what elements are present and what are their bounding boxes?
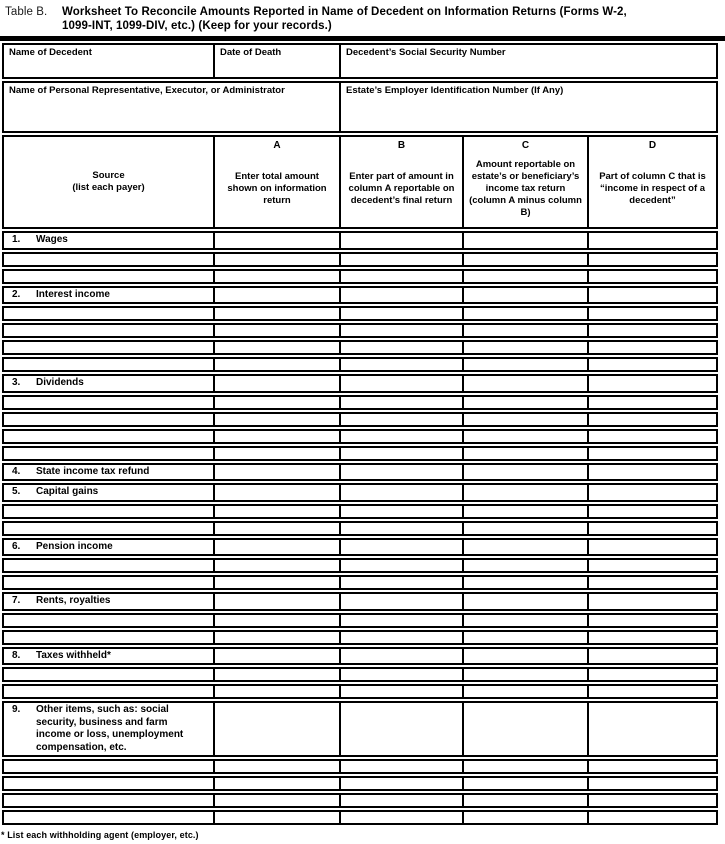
payer-entry-cell — [2, 810, 213, 825]
source-header-line1: Source — [92, 170, 125, 181]
table-row — [2, 286, 718, 305]
column-desc-c: Amount reportable on estate’s or beneficiary’s income tax return (column A minus column B) — [469, 158, 582, 218]
column-desc-a: Enter total amount shown on information return — [227, 170, 327, 206]
field-label: Decedent’s Social Security Number — [346, 47, 506, 58]
amount-cell — [213, 446, 339, 461]
field-date-of-death — [213, 43, 339, 79]
row-label: Wages — [36, 234, 68, 245]
payer-entry-cell — [2, 323, 213, 338]
amount-cell — [339, 429, 462, 444]
blank-row — [2, 306, 718, 321]
amount-cell — [587, 647, 718, 666]
amount-cell — [587, 357, 718, 372]
blank-row — [2, 667, 718, 682]
row-label-cell — [2, 647, 213, 666]
amount-cell — [213, 647, 339, 666]
amount-cell — [587, 483, 718, 502]
blank-row — [2, 613, 718, 628]
amount-cell — [213, 521, 339, 536]
amount-cell — [462, 412, 587, 427]
amount-cell — [339, 252, 462, 267]
blank-row — [2, 395, 718, 410]
payer-entry-cell — [2, 630, 213, 645]
amount-cell — [462, 395, 587, 410]
amount-cell — [339, 306, 462, 321]
amount-cell — [462, 306, 587, 321]
title-text: Worksheet To Reconcile Amounts Reported in Name of Decedent on Information Returns (Forms W-2, 1099-INT, 1099-DIV, etc.) (Keep for your records.) — [62, 6, 627, 32]
amount-cell — [213, 558, 339, 573]
amount-cell — [587, 306, 718, 321]
amount-cell — [213, 231, 339, 250]
row-number: 2. — [12, 288, 21, 300]
column-header-b — [339, 135, 462, 229]
column-letter-d: D — [648, 140, 657, 151]
amount-cell — [587, 504, 718, 519]
amount-cell — [587, 446, 718, 461]
amount-cell — [462, 504, 587, 519]
row-number: 4. — [12, 465, 21, 477]
row-number: 8. — [12, 649, 21, 661]
amount-cell — [339, 357, 462, 372]
blank-row — [2, 340, 718, 355]
amount-cell — [339, 269, 462, 284]
amount-cell — [587, 776, 718, 791]
amount-cell — [587, 592, 718, 611]
payer-entry-cell — [2, 521, 213, 536]
amount-cell — [213, 810, 339, 825]
payer-entry-cell — [2, 429, 213, 444]
amount-cell — [339, 667, 462, 682]
amount-cell — [587, 231, 718, 250]
blank-row — [2, 446, 718, 461]
amount-cell — [462, 701, 587, 757]
amount-cell — [462, 269, 587, 284]
amount-cell — [213, 776, 339, 791]
amount-cell — [462, 521, 587, 536]
amount-cell — [213, 630, 339, 645]
table-row — [2, 538, 718, 557]
table-row — [2, 483, 718, 502]
amount-cell — [462, 776, 587, 791]
blank-row — [2, 412, 718, 427]
amount-cell — [587, 521, 718, 536]
row-number: 9. — [12, 704, 21, 715]
amount-cell — [587, 810, 718, 825]
payer-entry-cell — [2, 269, 213, 284]
payer-entry-cell — [2, 684, 213, 699]
table-label: Table B. — [5, 6, 48, 18]
row-number: 6. — [12, 540, 21, 552]
amount-cell — [587, 412, 718, 427]
payer-entry-cell — [2, 793, 213, 808]
payer-entry-cell — [2, 667, 213, 682]
payer-entry-cell — [2, 504, 213, 519]
amount-cell — [462, 647, 587, 666]
row-label-cell — [2, 374, 213, 393]
amount-cell — [339, 504, 462, 519]
amount-cell — [587, 558, 718, 573]
amount-cell — [339, 446, 462, 461]
amount-cell — [339, 647, 462, 666]
amount-cell — [587, 252, 718, 267]
amount-cell — [462, 231, 587, 250]
row-number: 7. — [12, 595, 21, 606]
payer-entry-cell — [2, 776, 213, 791]
amount-cell — [339, 630, 462, 645]
worksheet-table — [2, 41, 718, 827]
column-letter-c: C — [521, 140, 530, 151]
row-number: 1. — [12, 234, 21, 245]
amount-cell — [213, 483, 339, 502]
row-label-cell — [2, 231, 213, 250]
blank-row — [2, 521, 718, 536]
amount-cell — [462, 684, 587, 699]
amount-cell — [587, 630, 718, 645]
field-label: Name of Personal Representative, Executor, or Administrator — [9, 85, 285, 96]
amount-cell — [213, 667, 339, 682]
amount-cell — [213, 463, 339, 482]
column-header-source — [2, 135, 213, 229]
amount-cell — [213, 286, 339, 305]
amount-cell — [587, 323, 718, 338]
amount-cell — [462, 463, 587, 482]
row-label: Pension income — [36, 540, 113, 552]
blank-row — [2, 269, 718, 284]
amount-cell — [339, 374, 462, 393]
amount-cell — [462, 810, 587, 825]
row-number: 5. — [12, 486, 21, 497]
field-estate-ein — [339, 81, 718, 133]
row-label-cell — [2, 538, 213, 557]
row-label: Capital gains — [36, 486, 99, 497]
amount-cell — [339, 412, 462, 427]
amount-cell — [339, 463, 462, 482]
amount-cell — [587, 701, 718, 757]
amount-cell — [339, 286, 462, 305]
amount-cell — [462, 793, 587, 808]
amount-cell — [462, 667, 587, 682]
amount-cell — [339, 575, 462, 590]
amount-cell — [213, 684, 339, 699]
field-decedent-ssn — [339, 43, 718, 79]
row-label-cell — [2, 286, 213, 305]
amount-cell — [339, 558, 462, 573]
amount-cell — [462, 374, 587, 393]
amount-cell — [462, 286, 587, 305]
column-header-c — [462, 135, 587, 229]
amount-cell — [213, 538, 339, 557]
amount-cell — [339, 538, 462, 557]
amount-cell — [213, 306, 339, 321]
field-label: Name of Decedent — [9, 47, 92, 58]
amount-cell — [462, 759, 587, 774]
amount-cell — [339, 521, 462, 536]
amount-cell — [339, 759, 462, 774]
amount-cell — [462, 446, 587, 461]
blank-row — [2, 575, 718, 590]
amount-cell — [213, 793, 339, 808]
column-desc-d: Part of column C that is “income in respect of a decedent” — [599, 170, 706, 206]
row-label: State income tax refund — [36, 465, 150, 477]
field-label: Date of Death — [220, 47, 282, 58]
payer-entry-cell — [2, 340, 213, 355]
amount-cell — [462, 357, 587, 372]
amount-cell — [213, 269, 339, 284]
column-header-a — [213, 135, 339, 229]
amount-cell — [213, 412, 339, 427]
amount-cell — [587, 374, 718, 393]
amount-cell — [587, 667, 718, 682]
row-label: Interest income — [36, 288, 110, 300]
blank-row — [2, 558, 718, 573]
blank-row — [2, 684, 718, 699]
amount-cell — [339, 684, 462, 699]
table-row — [2, 231, 718, 250]
amount-cell — [587, 613, 718, 628]
row-label-cell — [2, 701, 213, 757]
payer-entry-cell — [2, 575, 213, 590]
amount-cell — [213, 592, 339, 611]
blank-row — [2, 759, 718, 774]
row-number: 3. — [12, 377, 21, 388]
amount-cell — [462, 429, 587, 444]
blank-row — [2, 357, 718, 372]
column-header-row — [2, 135, 718, 229]
field-name-of-decedent — [2, 43, 213, 79]
amount-cell — [587, 286, 718, 305]
amount-cell — [339, 592, 462, 611]
amount-cell — [213, 575, 339, 590]
blank-row — [2, 504, 718, 519]
amount-cell — [339, 231, 462, 250]
amount-cell — [587, 463, 718, 482]
footnote: * List each withholding agent (employer, etc.) — [1, 830, 199, 840]
amount-cell — [462, 613, 587, 628]
payer-entry-cell — [2, 613, 213, 628]
column-header-d — [587, 135, 718, 229]
amount-cell — [462, 252, 587, 267]
row-label-cell — [2, 592, 213, 611]
column-letter-a: A — [273, 140, 281, 151]
payer-entry-cell — [2, 357, 213, 372]
amount-cell — [587, 793, 718, 808]
payer-entry-cell — [2, 306, 213, 321]
amount-cell — [462, 323, 587, 338]
amount-cell — [339, 395, 462, 410]
row-label: Taxes withheld* — [36, 649, 111, 661]
blank-row — [2, 429, 718, 444]
amount-cell — [213, 759, 339, 774]
table-body — [2, 231, 718, 825]
payer-entry-cell — [2, 412, 213, 427]
amount-cell — [587, 575, 718, 590]
amount-cell — [339, 810, 462, 825]
page-title — [0, 0, 725, 33]
amount-cell — [462, 592, 587, 611]
amount-cell — [339, 323, 462, 338]
amount-cell — [339, 483, 462, 502]
source-header-line2: (list each payer) — [72, 182, 145, 193]
amount-cell — [339, 776, 462, 791]
column-letter-b: B — [397, 140, 406, 151]
row-label: Other items, such as: social security, business and farm income or loss, unemployment compensation, etc. — [36, 704, 184, 753]
blank-row — [2, 776, 718, 791]
amount-cell — [462, 630, 587, 645]
amount-cell — [587, 395, 718, 410]
blank-row — [2, 793, 718, 808]
table-row — [2, 463, 718, 482]
payer-entry-cell — [2, 759, 213, 774]
table-row — [2, 592, 718, 611]
blank-row — [2, 323, 718, 338]
blank-row — [2, 630, 718, 645]
amount-cell — [213, 504, 339, 519]
amount-cell — [462, 538, 587, 557]
amount-cell — [213, 395, 339, 410]
amount-cell — [213, 252, 339, 267]
payer-entry-cell — [2, 252, 213, 267]
payer-entry-cell — [2, 558, 213, 573]
info-section — [2, 43, 718, 229]
table-row — [2, 647, 718, 666]
field-personal-representative — [2, 81, 339, 133]
amount-cell — [587, 269, 718, 284]
table-row — [2, 374, 718, 393]
info-row-decedent — [2, 43, 718, 79]
field-label: Estate’s Employer Identification Number (If Any) — [346, 85, 564, 96]
amount-cell — [462, 340, 587, 355]
table-row — [2, 701, 718, 757]
amount-cell — [339, 793, 462, 808]
amount-cell — [587, 429, 718, 444]
amount-cell — [587, 340, 718, 355]
amount-cell — [213, 613, 339, 628]
blank-row — [2, 810, 718, 825]
amount-cell — [587, 759, 718, 774]
row-label-cell — [2, 483, 213, 502]
amount-cell — [213, 429, 339, 444]
amount-cell — [213, 374, 339, 393]
row-label: Rents, royalties — [36, 595, 111, 606]
amount-cell — [339, 701, 462, 757]
amount-cell — [339, 340, 462, 355]
info-row-representative — [2, 81, 718, 133]
amount-cell — [213, 357, 339, 372]
amount-cell — [462, 558, 587, 573]
amount-cell — [213, 323, 339, 338]
amount-cell — [339, 613, 462, 628]
row-label-cell — [2, 463, 213, 482]
amount-cell — [462, 575, 587, 590]
blank-row — [2, 252, 718, 267]
amount-cell — [213, 340, 339, 355]
amount-cell — [213, 701, 339, 757]
payer-entry-cell — [2, 446, 213, 461]
payer-entry-cell — [2, 395, 213, 410]
amount-cell — [587, 684, 718, 699]
row-label: Dividends — [36, 377, 84, 388]
column-desc-b: Enter part of amount in column A reportable on decedent’s final return — [348, 170, 455, 206]
amount-cell — [587, 538, 718, 557]
amount-cell — [462, 483, 587, 502]
